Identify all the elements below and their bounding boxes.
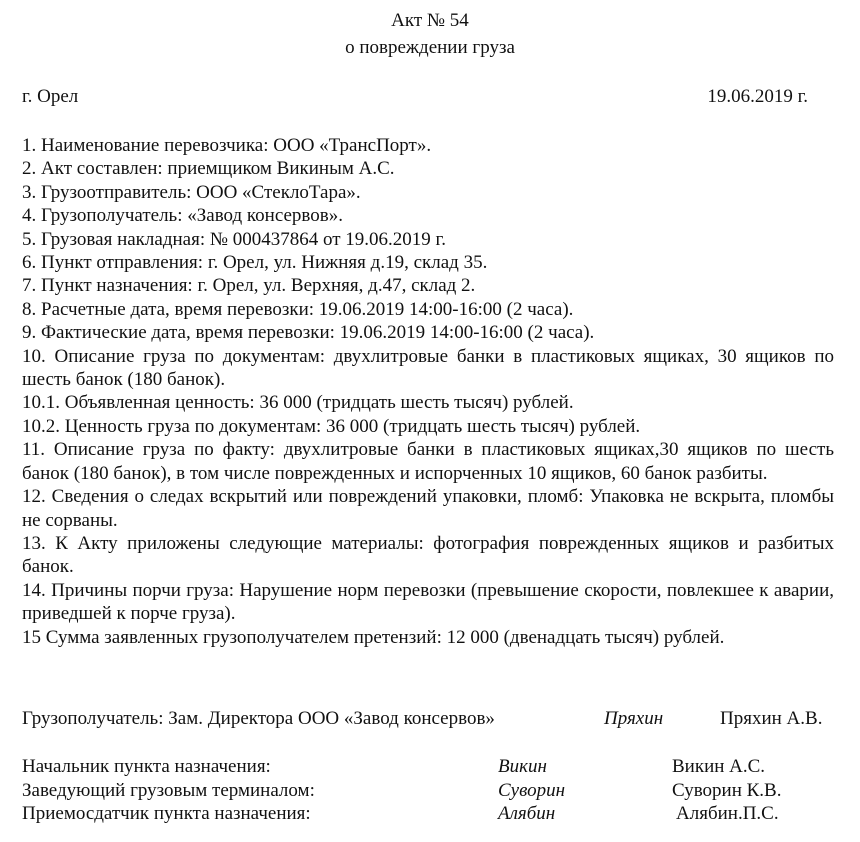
document-title: Акт № 54 bbox=[391, 10, 469, 31]
act-item: 10. Описание груза по документам: двухлитровые банки в пластиковых ящиках, 30 ящиков по шесть банок (180 банок). bbox=[22, 345, 834, 391]
act-items bbox=[22, 134, 834, 649]
act-item: 12. Сведения о следах вскрытий или повреждений упаковки, пломб: Упаковка не вскрыта, пломбы не сорваны. bbox=[22, 486, 834, 531]
date: 19.06.2019 г. bbox=[707, 86, 808, 107]
signature-role: Приемосдатчик пункта назначения: bbox=[22, 803, 311, 824]
act-item: 4. Грузополучатель: «Завод консервов». bbox=[22, 205, 343, 227]
act-item: 15 Сумма заявленных грузополучателем претензий: 12 000 (двенадцать тысяч) рублей. bbox=[22, 626, 725, 648]
handwritten-signature: Пряхин bbox=[604, 708, 664, 729]
act-item: 14. Причины порчи груза: Нарушение норм перевозки (превышение скорости, повлекшее к аварии, приведшей к порче груза). bbox=[22, 579, 834, 625]
document-subtitle: о повреждении груза bbox=[345, 37, 515, 58]
act-item: 10.1. Объявленная ценность: 36 000 (тридцать шесть тысяч) рублей. bbox=[22, 392, 574, 414]
act-item: 2. Акт составлен: приемщиком Викиным А.С. bbox=[22, 158, 395, 180]
act-item: 10.2. Ценность груза по документам: 36 000 (тридцать шесть тысяч) рублей. bbox=[22, 415, 641, 437]
act-item: 11. Описание груза по факту: двухлитровые банки в пластиковых ящиках,30 ящиков по шесть банок (180 банок), в том числе поврежденных и испорченных 10 ящиков, 60 банок разбиты. bbox=[22, 439, 834, 484]
signatory-name: Пряхин А.В. bbox=[720, 708, 823, 729]
act-item: 9. Фактические дата, время перевозки: 19.06.2019 14:00-16:00 (2 часа). bbox=[22, 322, 595, 344]
signatory-name: Суворин К.В. bbox=[672, 780, 782, 801]
signature-row-head bbox=[22, 756, 834, 780]
act-item: 3. Грузоотправитель: ООО «СтеклоТара». bbox=[22, 181, 361, 203]
signatory-name: Алябин.П.С. bbox=[676, 803, 779, 824]
act-item: 7. Пункт назначения: г. Орел, ул. Верхняя, д.47, склад 2. bbox=[22, 275, 476, 297]
handwritten-signature: Алябин bbox=[498, 803, 556, 824]
act-item: 1. Наименование перевозчика: ООО «ТрансПорт». bbox=[22, 135, 432, 156]
act-item: 13. К Акту приложены следующие материалы: фотография поврежденных ящиков и разбитых банок. bbox=[22, 532, 834, 578]
signatory-name: Викин А.С. bbox=[672, 756, 766, 777]
act-item: 5. Грузовая накладная: № 000437864 от 19.06.2019 г. bbox=[22, 228, 446, 250]
act-item: 6. Пункт отправления: г. Орел, ул. Нижняя д.19, склад 35. bbox=[22, 252, 488, 274]
signature-role: Заведующий грузовым терминалом: bbox=[22, 780, 315, 801]
handwritten-signature: Викин bbox=[498, 756, 547, 777]
handwritten-signature: Суворин bbox=[498, 780, 566, 801]
signature-row-terminal bbox=[22, 780, 834, 804]
act-item: 8. Расчетные дата, время перевозки: 19.06.2019 14:00-16:00 (2 часа). bbox=[22, 298, 574, 320]
place: г. Орел bbox=[22, 86, 79, 107]
signature-row-receiver bbox=[22, 803, 834, 827]
signature-row-consignee bbox=[22, 708, 834, 732]
signature-role: Грузополучатель: Зам. Директора ООО «Завод консервов» bbox=[22, 708, 495, 729]
place-date-row bbox=[22, 86, 808, 108]
signature-role: Начальник пункта назначения: bbox=[22, 756, 271, 777]
